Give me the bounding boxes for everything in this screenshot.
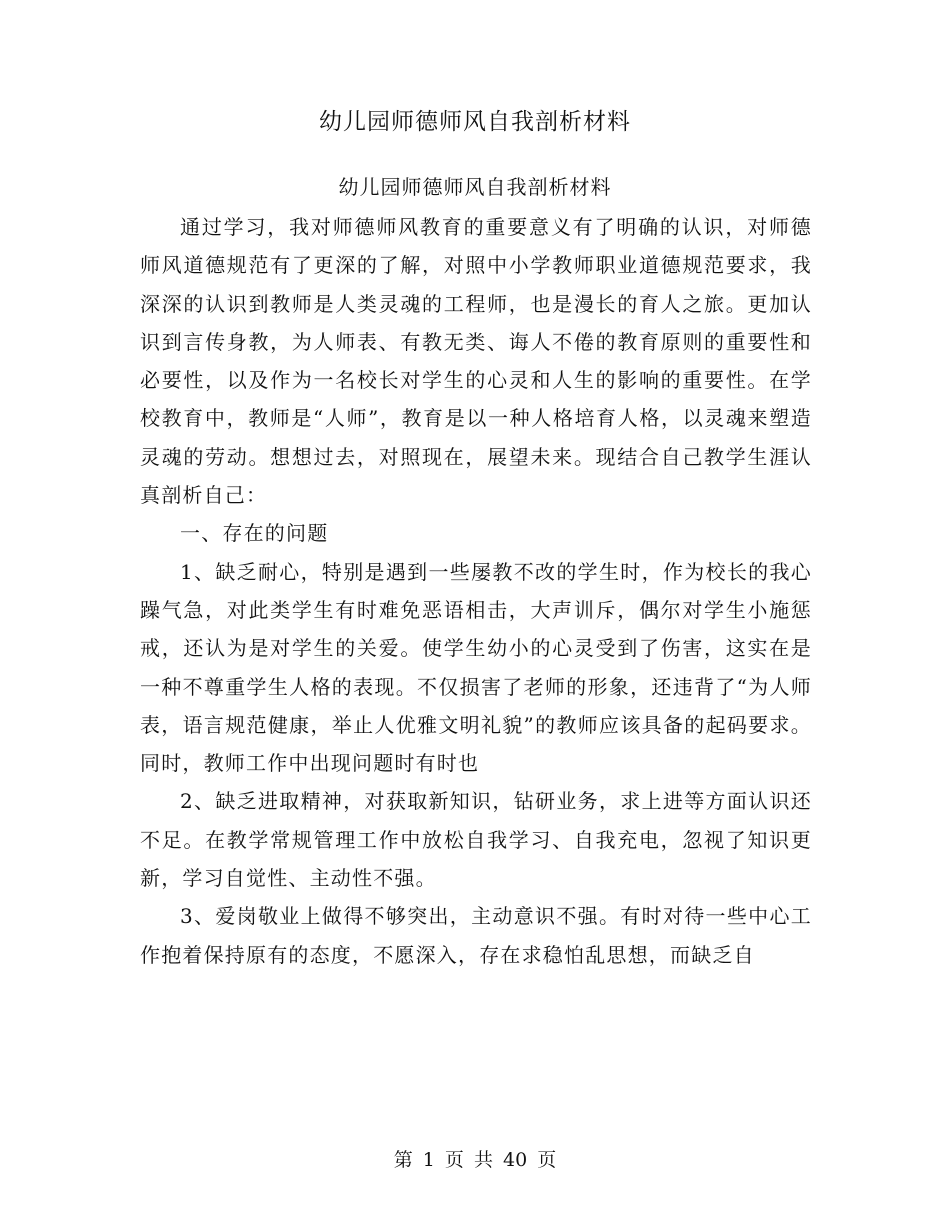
document-body — [140, 208, 812, 974]
section-heading-problems: 一、存在的问题 — [180, 521, 329, 546]
document-title: 幼儿园师德师风自我剖析材料 — [319, 109, 631, 135]
document-subtitle: 幼儿园师德师风自我剖析材料 — [338, 175, 612, 199]
page-number-footer: 第 1 页 共 40 页 — [393, 1149, 557, 1171]
paragraph-problem-1: 1、缺乏耐心，特别是遇到一些屡教不改的学生时，作为校长的我心躁气急，对此类学生有时难免恶语相击，大声训斥，偶尔对学生小施惩戒，还认为是对学生的关爱。使学生幼小的心灵受到了伤害，这实在是一种不尊重学生人格的表现。不仅损害了老师的形象，还违背了“为人师表，语言规范健康，举止人优雅文明礼貌”的教师应该具备的起码要求。同时，教师工作中出现问题时有时也 — [140, 559, 812, 776]
paragraph-problem-2: 2、缺乏进取精神，对获取新知识，钻研业务，求上进等方面认识还不足。在教学常规管理工作中放松自我学习、自我充电，忽视了知识更新，学习自觉性、主动性不强。 — [140, 789, 812, 891]
paragraph-intro: 通过学习，我对师德师风教育的重要意义有了明确的认识，对师德师风道德规范有了更深的了解，对照中小学教师职业道德规范要求，我深深的认识到教师是人类灵魂的工程师，也是漫长的育人之旅。更加认识到言传身教，为人师表、有教无类、诲人不倦的教育原则的重要性和必要性，以及作为一名校长对学生的心灵和人生的影响的重要性。在学校教育中，教师是“人师”，教育是以一种人格培育人格，以灵魂来塑造灵魂的劳动。想想过去，对照现在，展望未来。现结合自己教学生涯认真剖析自己： — [140, 215, 812, 508]
paragraph-problem-3: 3、爱岗敬业上做得不够突出，主动意识不强。有时对待一些中心工作抱着保持原有的态度，不愿深入，存在求稳怕乱思想，而缺乏自 — [140, 904, 812, 967]
